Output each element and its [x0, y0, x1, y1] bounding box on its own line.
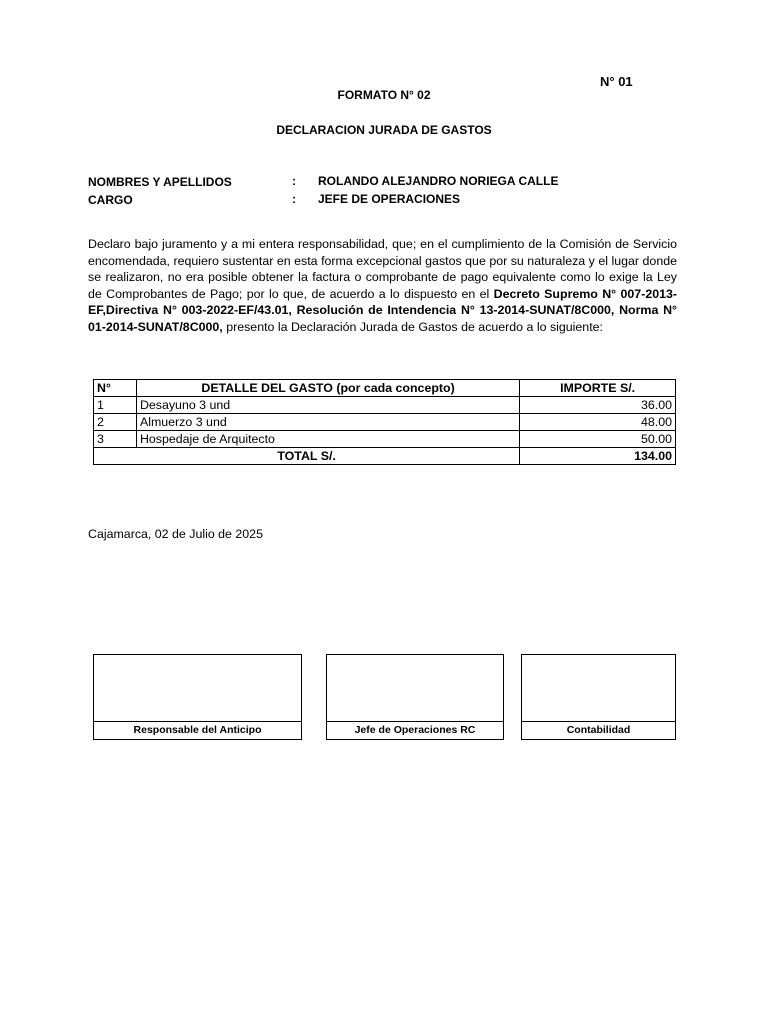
row-detail: Hospedaje de Arquitecto	[136, 431, 519, 448]
table-row	[94, 414, 676, 431]
name-field-label: NOMBRES Y APELLIDOS	[88, 175, 232, 189]
declaration-text-end: presento la Declaración Jurada de Gastos de acuerdo a lo siguiente:	[222, 319, 603, 334]
place-date: Cajamarca, 02 de Julio de 2025	[88, 527, 263, 541]
position-field-value: JEFE DE OPERACIONES	[318, 192, 461, 206]
signature-label: Jefe de Operaciones RC	[327, 721, 503, 739]
row-number: 2	[94, 414, 137, 431]
position-field-separator: :	[292, 192, 296, 206]
document-number: N° 01	[600, 74, 633, 89]
signature-label: Contabilidad	[522, 721, 675, 739]
header-number: N°	[94, 380, 137, 397]
table-header-row	[94, 380, 676, 397]
signature-box-advance-holder	[93, 654, 302, 740]
total-amount: 134.00	[520, 448, 676, 465]
header-detail: DETALLE DEL GASTO (por cada concepto)	[136, 380, 519, 397]
total-row	[94, 448, 676, 465]
declaration-paragraph	[88, 236, 677, 336]
row-number: 1	[94, 397, 137, 414]
row-amount: 36.00	[520, 397, 676, 414]
table-row	[94, 397, 676, 414]
row-detail: Desayuno 3 und	[136, 397, 519, 414]
document-title: DECLARACION JURADA DE GASTOS	[276, 123, 492, 137]
declaration-text-start: Declaro bajo juramento y a mi entera responsabilidad, que; en el cumplimiento de la Comisión de Servicio encomendada, requiero sustentar en esta forma excepcional gastos que por su naturaleza y el lugar donde se realizaron, no era posible obtener la factura o comprobante de pago equivalente como lo exige la Ley de Comprobantes de Pago; por lo que, de acuerdo a lo dispuesto en el	[88, 237, 677, 301]
signature-box-operations-chief	[326, 654, 504, 740]
table-row	[94, 431, 676, 448]
row-amount: 48.00	[520, 414, 676, 431]
name-field-separator: :	[292, 174, 296, 188]
name-field-value: ROLANDO ALEJANDRO NORIEGA CALLE	[318, 174, 559, 188]
signature-label: Responsable del Anticipo	[94, 721, 301, 739]
position-field-label: CARGO	[88, 193, 133, 207]
signature-box-accounting	[521, 654, 676, 740]
header-amount: IMPORTE S/.	[520, 380, 676, 397]
row-amount: 50.00	[520, 431, 676, 448]
legal-references: Decreto Supremo N° 007-2013-EF,Directiva N° 003-2022-EF/43.01, Resolución de Intendencia N° 13-2014-SUNAT/8C000, Norma N° 01-2014-SUNAT/8C000,	[88, 286, 678, 334]
total-label: TOTAL S/.	[94, 448, 520, 465]
expenses-table	[93, 379, 676, 465]
row-number: 3	[94, 431, 137, 448]
row-detail: Almuerzo 3 und	[136, 414, 519, 431]
format-label: FORMATO N° 02	[337, 88, 431, 102]
